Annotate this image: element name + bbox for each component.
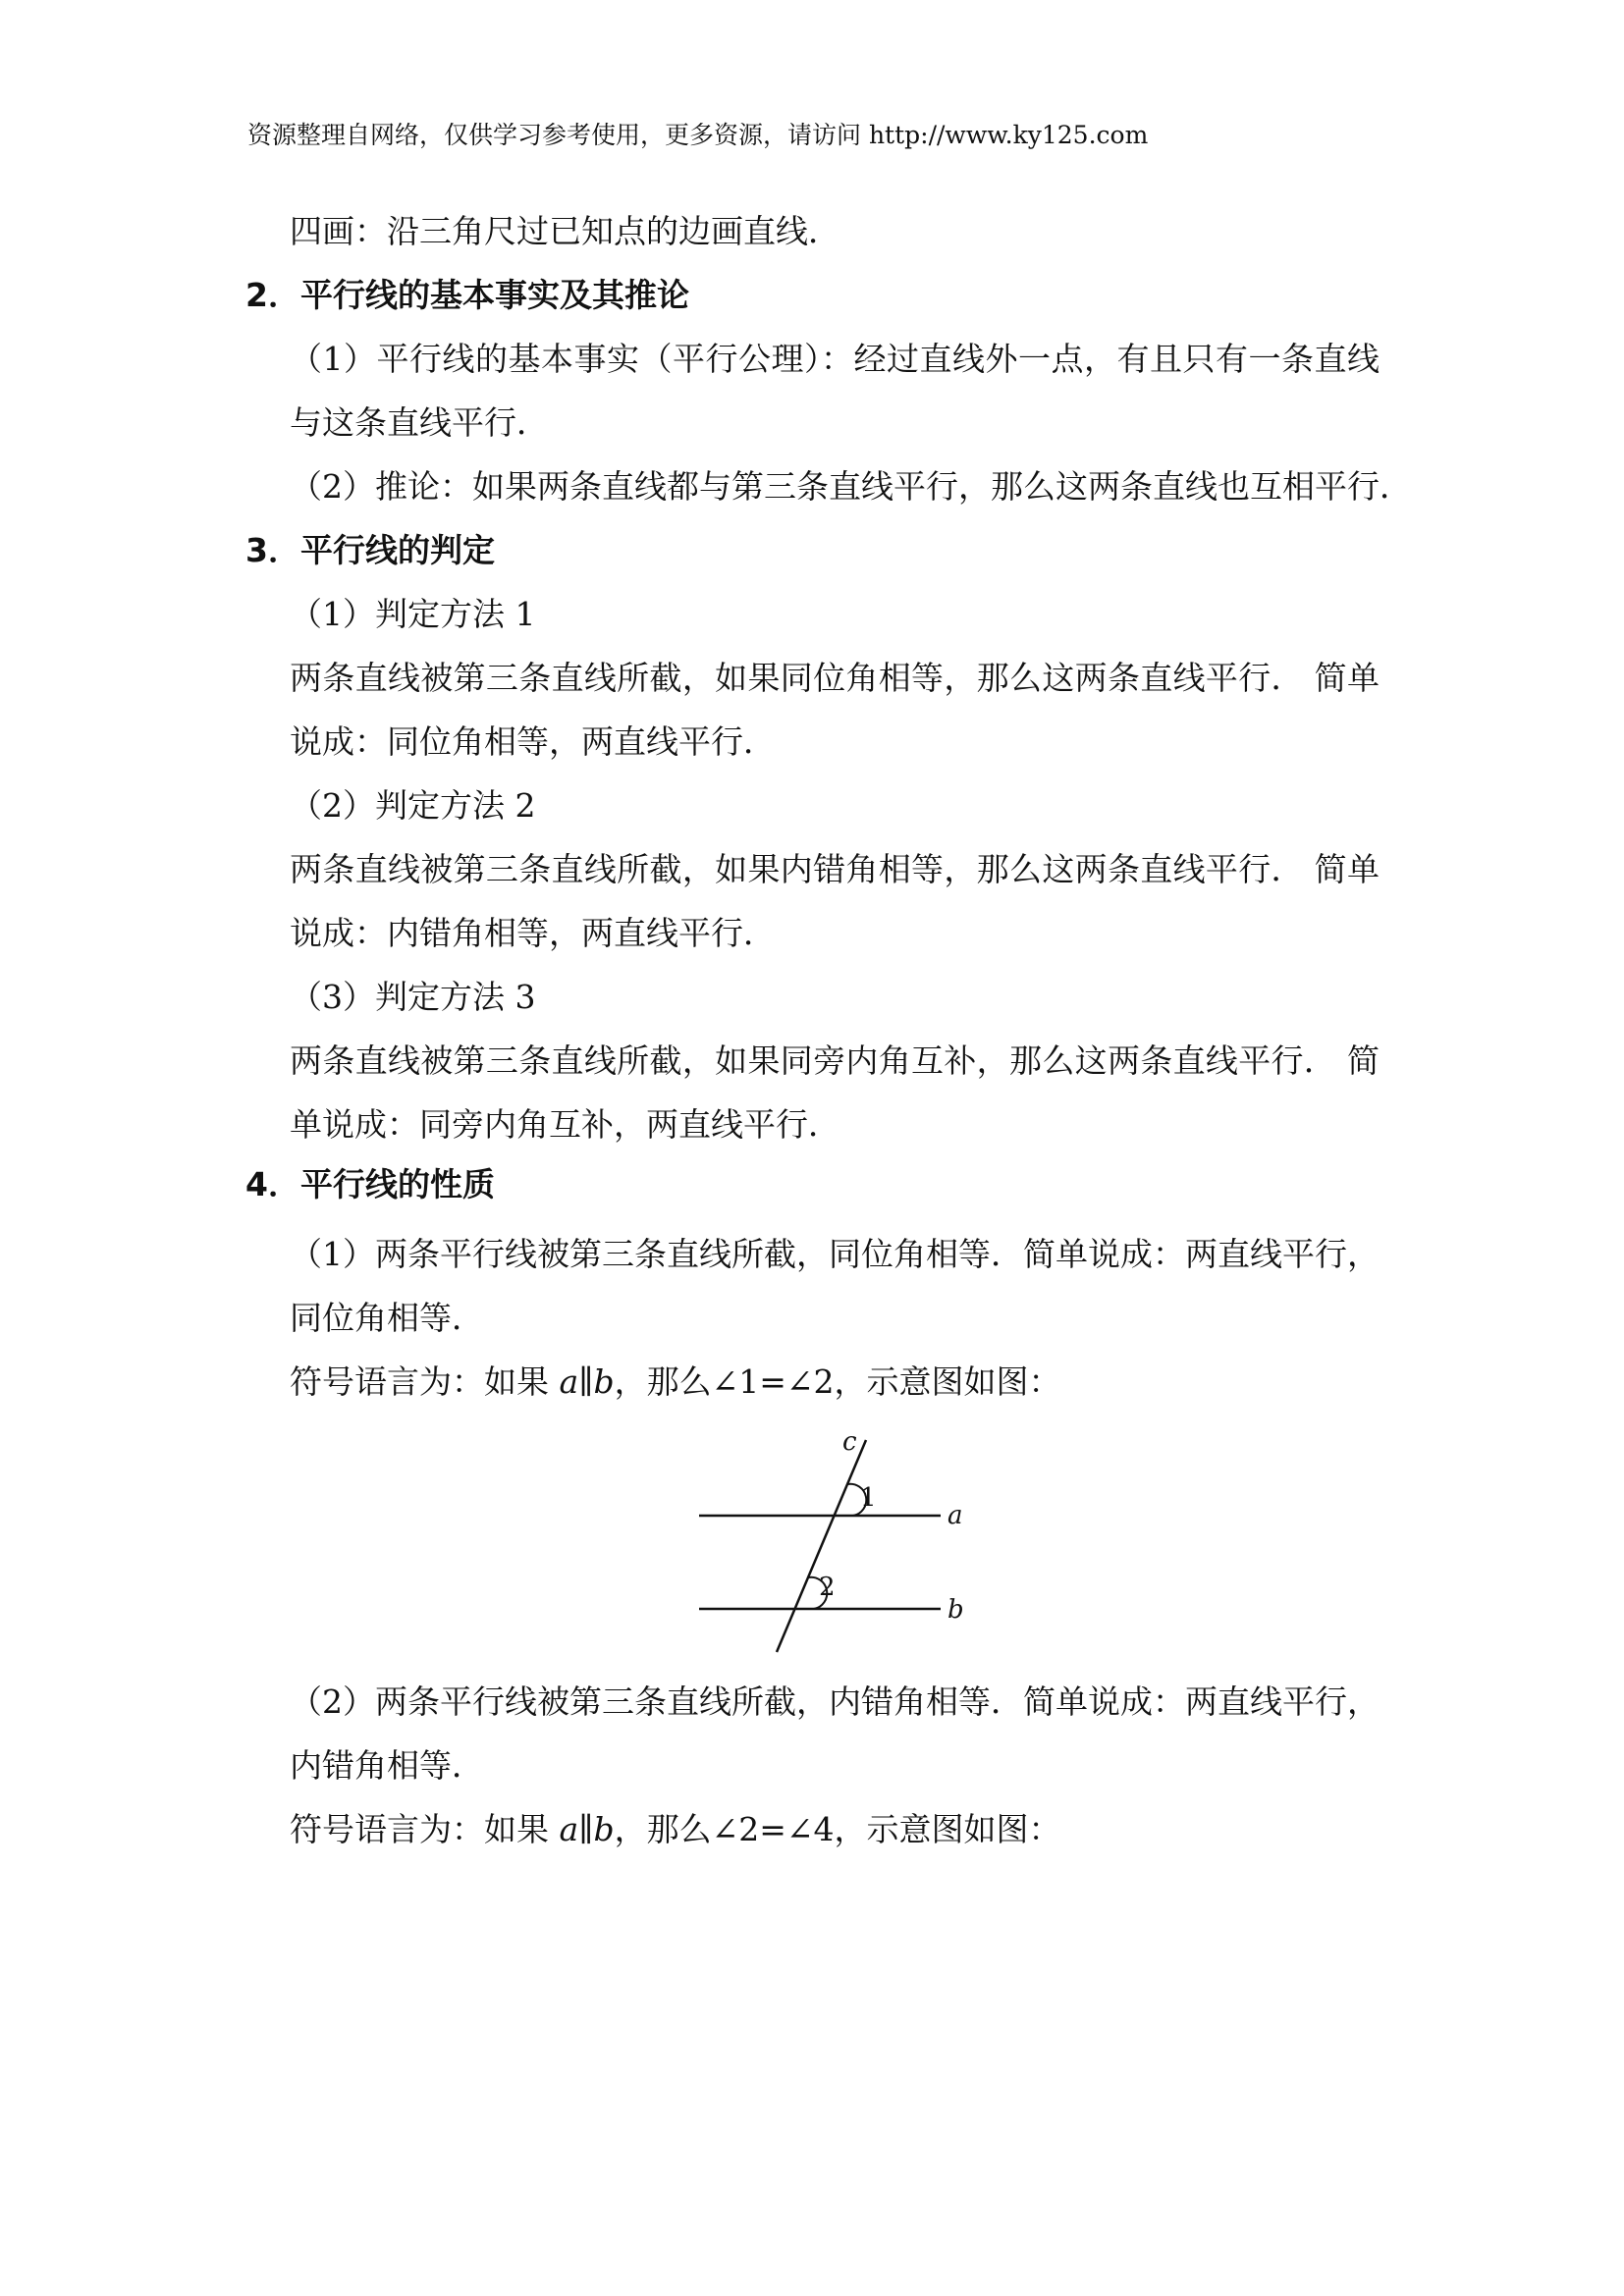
text-line: （2）推论：如果两条直线都与第三条直线平行，那么这两条直线也互相平行． xyxy=(290,467,1412,506)
page-header: 资源整理自网络，仅供学习参考使用，更多资源，请访问 http://www.ky125.com xyxy=(247,121,1149,149)
symbol-suffix: ，那么∠2=∠4，示意图如图： xyxy=(614,1810,1061,1848)
transversal-c xyxy=(777,1440,866,1652)
text-line: 四画：沿三角尺过已知点的边画直线． xyxy=(290,212,840,250)
text-line: （1）两条平行线被第三条直线所截，同位角相等．简单说成：两直线平行， xyxy=(290,1235,1380,1273)
text-line: （2）两条平行线被第三条直线所截，内错角相等．简单说成：两直线平行， xyxy=(290,1682,1380,1721)
symbol-a: a xyxy=(559,1362,579,1401)
text-line: 说成：内错角相等，两直线平行． xyxy=(290,914,776,952)
parallel-symbol: ∥ xyxy=(578,1810,594,1848)
symbol-b: b xyxy=(593,1810,615,1848)
text-line: （1）平行线的基本事实（平行公理）：经过直线外一点，有且只有一条直线 xyxy=(290,340,1380,378)
label-a: a xyxy=(947,1501,963,1530)
label-angle-2: 2 xyxy=(819,1573,836,1602)
text-line: 两条直线被第三条直线所截，如果内错角相等，那么这两条直线平行． 简单 xyxy=(290,850,1380,888)
symbol-statement xyxy=(290,1361,1061,1404)
text-line: 同位角相等． xyxy=(290,1299,484,1337)
symbol-prefix: 符号语言为：如果 xyxy=(290,1362,560,1401)
symbol-statement xyxy=(290,1808,1061,1851)
text-line: 两条直线被第三条直线所截，如果同位角相等，那么这两条直线平行． 简单 xyxy=(290,659,1380,697)
text-line: 两条直线被第三条直线所截，如果同旁内角互补，那么这两条直线平行． 简 xyxy=(290,1041,1380,1080)
text-line: （1）判定方法 1 xyxy=(290,595,536,633)
text-line: 与这条直线平行． xyxy=(290,403,549,442)
symbol-suffix: ，那么∠1=∠2，示意图如图： xyxy=(614,1362,1061,1401)
text-line: 说成：同位角相等，两直线平行． xyxy=(290,722,776,761)
label-angle-1: 1 xyxy=(860,1483,877,1513)
text-line: （2）判定方法 2 xyxy=(290,786,536,825)
text-line: （3）判定方法 3 xyxy=(290,978,536,1016)
symbol-b: b xyxy=(593,1362,615,1401)
text-line: 内错角相等． xyxy=(290,1746,484,1785)
parallel-symbol: ∥ xyxy=(578,1362,594,1401)
section-heading: 3．平行线的判定 xyxy=(245,531,495,569)
symbol-a: a xyxy=(559,1810,579,1848)
section-heading: 4．平行线的性质 xyxy=(245,1165,495,1203)
section-heading: 2．平行线的基本事实及其推论 xyxy=(245,276,689,314)
symbol-prefix: 符号语言为：如果 xyxy=(290,1810,560,1848)
label-b: b xyxy=(947,1595,964,1625)
label-c: c xyxy=(842,1428,857,1457)
parallel-lines-figure xyxy=(687,1428,982,1664)
text-line: 单说成：同旁内角互补，两直线平行． xyxy=(290,1105,840,1144)
